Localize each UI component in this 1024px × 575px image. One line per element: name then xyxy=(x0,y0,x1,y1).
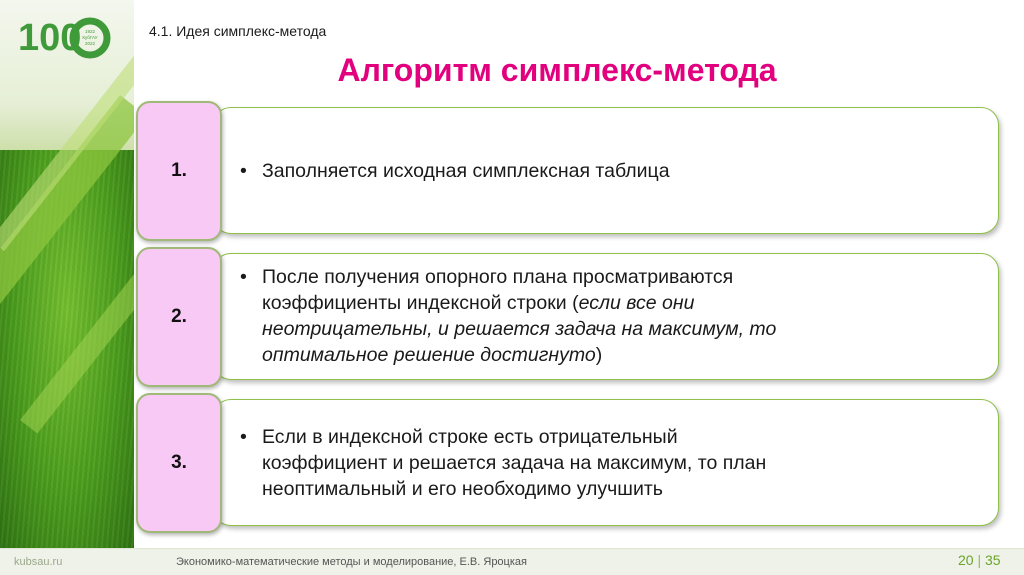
step-2-line-b-italic: если все они xyxy=(578,292,695,314)
step-3-line-c: неоптимальный и его необходимо улучшить xyxy=(262,478,663,500)
section-subtitle: 4.1. Идея симплекс-метода xyxy=(149,23,327,39)
bullet-icon: • xyxy=(240,266,247,288)
svg-text:2022: 2022 xyxy=(84,41,96,46)
step-1-number: 1. xyxy=(171,160,187,181)
step-2-text xyxy=(240,264,960,368)
step-2-number: 2. xyxy=(171,306,187,327)
step-2-line-a: После получения опорного плана просматриваются xyxy=(262,266,734,288)
bullet-icon: • xyxy=(240,160,247,182)
step-2-line-d-end: ) xyxy=(595,344,603,366)
step-3-line-b: коэффициент и решается задача на максимум, то план xyxy=(262,452,767,474)
slide-title: Алгоритм симплекс-метода xyxy=(337,52,777,88)
logo-number: 100 xyxy=(18,17,82,59)
footer-course: Экономико-математические методы и моделирование, Е.В. Яроцкая xyxy=(176,556,527,568)
step-1-line: Заполняется исходная симплексная таблица xyxy=(262,160,670,182)
step-3-number-box xyxy=(136,393,222,533)
step-2-number-box xyxy=(136,247,222,387)
svg-text:КубГАУ: КубГАУ xyxy=(82,35,98,40)
page-separator: | xyxy=(977,552,982,568)
page-total: 35 xyxy=(985,552,1001,568)
step-2-line-b: коэффициенты индексной строки ( xyxy=(262,292,579,314)
step-3-text xyxy=(240,424,960,502)
bullet-icon: • xyxy=(240,426,247,448)
footer-site: kubsau.ru xyxy=(14,556,63,568)
step-3-number: 3. xyxy=(171,452,187,473)
page-number xyxy=(958,552,1001,568)
page-current: 20 xyxy=(958,552,974,568)
step-1-text xyxy=(240,158,960,184)
step-2-line-d: оптимальное решение достигнуто xyxy=(262,344,596,366)
step-2-line-c: неотрицательны, и решается задача на максимум, то xyxy=(262,318,777,340)
svg-text:1922: 1922 xyxy=(84,29,96,34)
step-1-number-box xyxy=(136,101,222,241)
step-3-line-a: Если в индексной строке есть отрицательный xyxy=(262,426,678,448)
